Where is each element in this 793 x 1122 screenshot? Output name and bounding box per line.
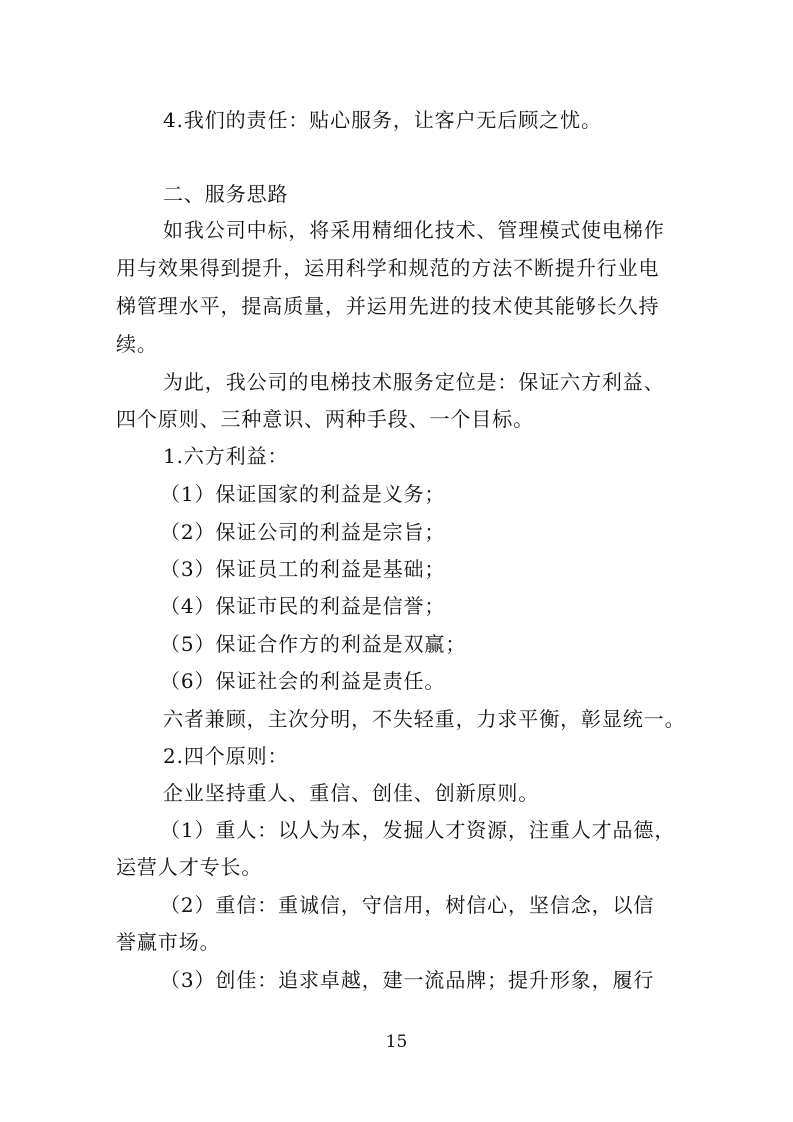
list-item: （3）保证员工的利益是基础； [160, 557, 446, 581]
list-item: （1）保证国家的利益是义务； [160, 482, 446, 506]
paragraph-text-line: 如我公司中标，将采用精细化技术、管理模式使电梯作 [163, 218, 665, 242]
paragraph-text-line: 四个原则、三种意识、两种手段、一个目标。 [116, 407, 534, 431]
list-item: （5）保证合作方的利益是双赢； [160, 632, 467, 656]
list-item: （2）重信：重诚信，守信用，树信心，坚信念，以信 [160, 893, 655, 917]
subheading-six-interests: 1.六方利益： [163, 444, 289, 468]
list-item: （1）重人：以人为本，发掘人才资源，注重人才品德， [160, 818, 676, 842]
section-heading-service-approach: 二、服务思路 [163, 182, 289, 206]
paragraph-text-line: 用与效果得到提升，运用科学和规范的方法不断提升行业电 [116, 256, 660, 280]
page-number: 15 [385, 1032, 408, 1052]
paragraph-text-line: 梯管理水平，提高质量，并运用先进的技术使其能够长久持 [116, 294, 660, 318]
list-item: （2）保证公司的利益是宗旨； [160, 520, 446, 544]
paragraph-responsibility: 4.我们的责任：贴心服务，让客户无后顾之忧。 [163, 108, 602, 132]
list-item: （6）保证社会的利益是责任。 [160, 669, 446, 693]
paragraph-text-line: 六者兼顾，主次分明，不失轻重，力求平衡，彰显统一。 [163, 707, 686, 731]
list-item: （3）创佳：追求卓越，建一流品牌；提升形象，履行 [160, 968, 655, 992]
list-item-continuation: 运营人才专长。 [116, 855, 263, 879]
list-item: （4）保证市民的利益是信誉； [160, 594, 446, 618]
subheading-four-principles: 2.四个原则： [163, 744, 289, 768]
paragraph-text-line: 为此，我公司的电梯技术服务定位是：保证六方利益、 [163, 370, 665, 394]
paragraph-text-line: 企业坚持重人、重信、创佳、创新原则。 [163, 781, 540, 805]
paragraph-text-line: 续。 [116, 332, 158, 356]
list-item-continuation: 誉赢市场。 [116, 930, 221, 954]
